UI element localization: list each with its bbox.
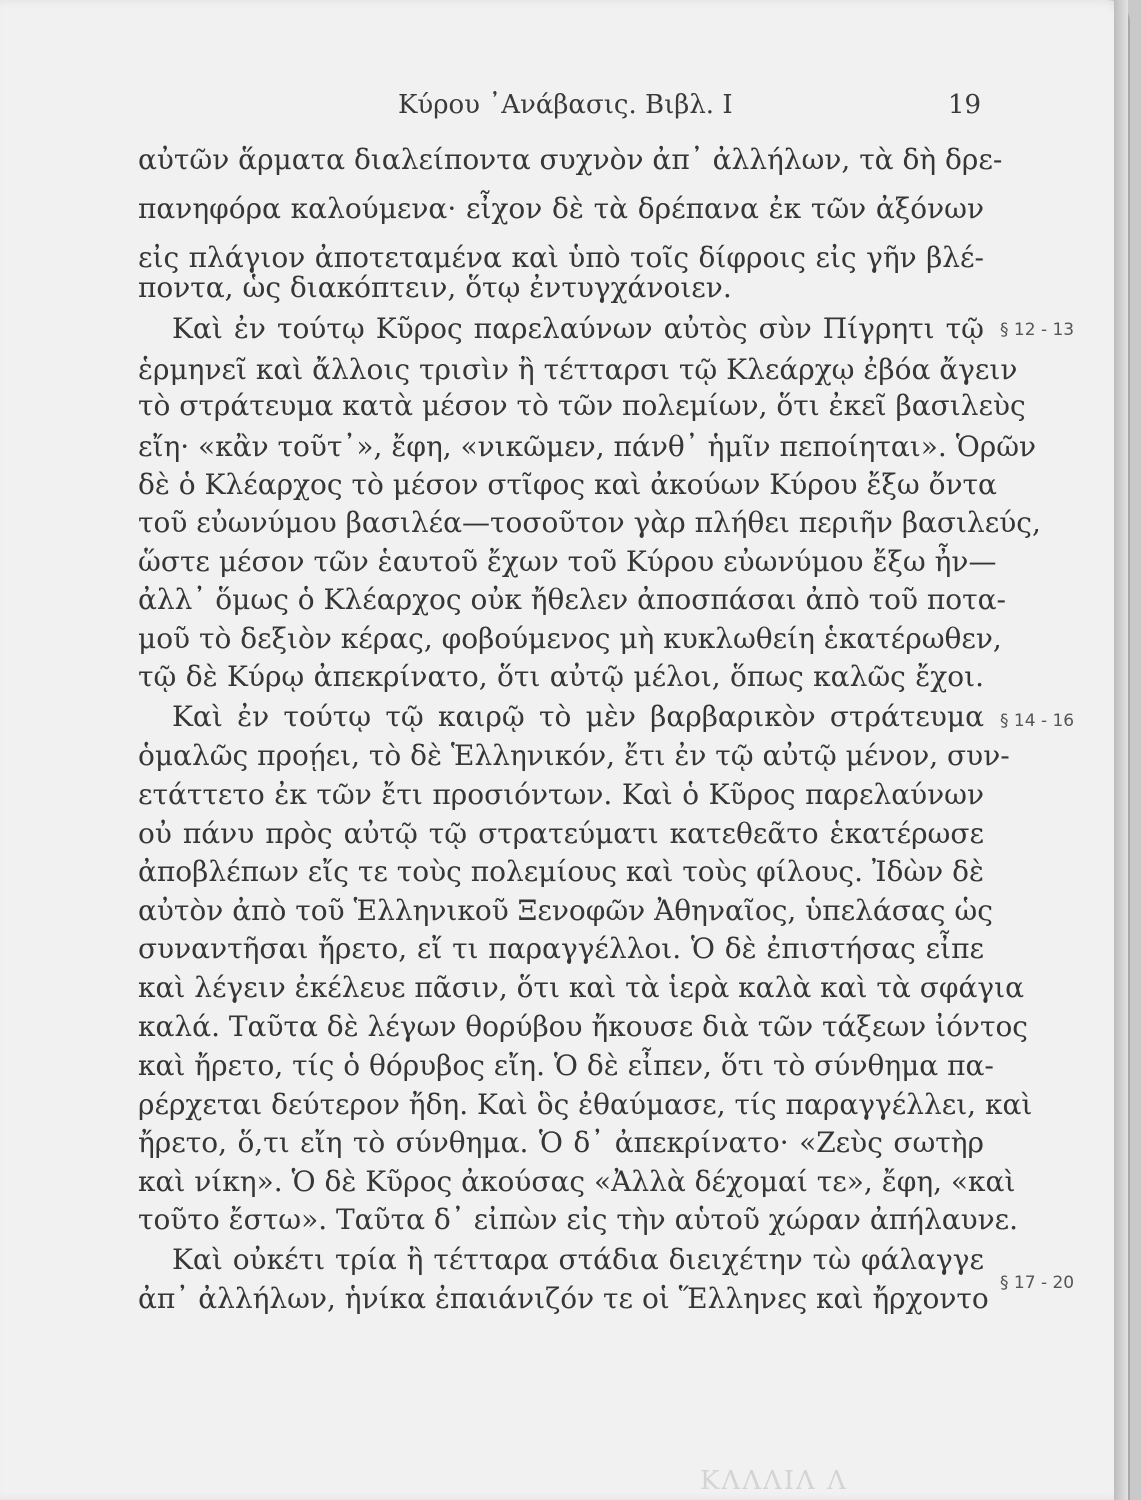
text-line: ποντα, ὡς διακόπτειν, ὅτῳ ἐντυγχάνοιεν. xyxy=(138,271,732,304)
text-line: τὸ στράτευμα κατὰ μέσον τὸ τῶν πολεμίων, ὅτι ἐκεῖ βασιλεὺς xyxy=(138,389,1026,422)
page-edge xyxy=(1114,0,1128,1500)
text-line: ἑρμηνεῖ καὶ ἄλλοις τρισὶν ἢ τέτταρσι τῷ Κλεάρχῳ ἐβόα ἄγειν xyxy=(138,353,1018,386)
text-line: συναντῆσαι ἤρετο, εἴ τι παραγγέλλοι. Ὁ δὲ ἐπιστήσας εἶπε xyxy=(138,932,984,965)
text-line: καὶ ἤρετο, τίς ὁ θόρυβος εἴη. Ὁ δὲ εἶπεν, ὅτι τὸ σύνθημα πα- xyxy=(138,1049,994,1082)
margin-section-note: § 14 - 16 xyxy=(1000,711,1075,731)
text-line: πανηφόρα καλούμενα· εἶχον δὲ τὰ δρέπανα ἐκ τῶν ἀξόνων xyxy=(138,192,984,225)
text-line: καλά. Ταῦτα δὲ λέγων θορύβου ἤκουσε διὰ τῶν τάξεων ἰόντος xyxy=(138,1010,1028,1043)
paragraph-start-line: Καὶ ἐν τούτῳ Κῦρος παρελαύνων αὐτὸς σὺν Πίγρητι τῷ xyxy=(172,312,984,345)
text-line: ὥστε μέσον τῶν ἑαυτοῦ ἔχων τοῦ Κύρου εὐωνύμου ἔξω ἦν— xyxy=(138,545,997,578)
margin-section-note: § 17 - 20 xyxy=(1000,1273,1075,1293)
paragraph-start-line: Καὶ οὐκέτι τρία ἢ τέτταρα στάδια διειχέτην τὼ φάλαγγε xyxy=(172,1243,984,1276)
text-line: ἀποβλέπων εἴς τε τοὺς πολεμίους καὶ τοὺς φίλους. Ἰδὼν δὲ xyxy=(138,855,984,888)
text-line: οὐ πάνυ πρὸς αὐτῷ τῷ στρατεύματι κατεθεᾶτο ἑκατέρωσε xyxy=(138,817,984,850)
text-line: εἰς πλάγιον ἀποτεταμένα καὶ ὑπὸ τοῖς δίφροις εἰς γῆν βλέ- xyxy=(138,241,984,274)
text-line: ἀπ᾿ ἀλλήλων, ἡνίκα ἐπαιάνιζόν τε οἱ Ἕλληνες καὶ ἤρχοντο xyxy=(138,1282,989,1315)
running-header: Κύρου ᾿Ανάβασις. Βιβλ. Ι xyxy=(398,90,733,120)
text-line: καὶ νίκη». Ὁ δὲ Κῦρος ἀκούσας «Ἀλλὰ δέχομαί τε», ἔφη, «καὶ xyxy=(138,1165,1016,1198)
text-line: τοῦ εὐωνύμου βασιλέα—τοσοῦτον γὰρ πλήθει περιῆν βασιλεύς, xyxy=(138,506,1041,539)
text-line: αὐτὸν ἀπὸ τοῦ Ἑλληνικοῦ Ξενοφῶν Ἀθηναῖος, ὑπελάσας ὡς xyxy=(138,894,993,927)
text-line: ἤρετο, ὅ,τι εἴη τὸ σύνθημα. Ὁ δ᾿ ἀπεκρίνατο· «Ζεὺς σωτὴρ xyxy=(138,1126,984,1159)
text-line: ετάττετο ἐκ τῶν ἔτι προσιόντων. Καὶ ὁ Κῦρος παρελαύνων xyxy=(138,778,984,811)
bleed-through-text: ΚΛΛΛΙΛ Λ xyxy=(700,1466,848,1496)
text-line: μοῦ τὸ δεξιὸν κέρας, φοβούμενος μὴ κυκλωθείη ἑκατέρωθεν, xyxy=(138,622,1002,655)
text-line: δὲ ὁ Κλέαρχος τὸ μέσον στῖφος καὶ ἀκούων Κύρου ἔξω ὄντα xyxy=(138,468,997,501)
text-line: ρέρχεται δεύτερον ἤδη. Καὶ ὃς ἐθαύμασε, τίς παραγγέλλει, καὶ xyxy=(138,1088,1033,1121)
paragraph-start-line: Καὶ ἐν τούτῳ τῷ καιρῷ τὸ μὲν βαρβαρικὸν στράτευμα xyxy=(172,700,984,733)
text-line: τοῦτο ἔστω». Ταῦτα δ᾿ εἰπὼν εἰς τὴν αὑτοῦ χώραν ἀπήλαυνε. xyxy=(138,1203,1019,1236)
text-line: ὁμαλῶς προῄει, τὸ δὲ Ἑλληνικόν, ἔτι ἐν τῷ αὐτῷ μένον, συν- xyxy=(138,739,1010,772)
page-number: 19 xyxy=(948,90,982,120)
text-line: εἴη· «κἂν τοῦτ᾿», ἔφη, «νικῶμεν, πάνθ᾿ ἡμῖν πεποίηται». Ὁρῶν xyxy=(138,430,1037,463)
text-line: καὶ λέγειν ἐκέλευε πᾶσιν, ὅτι καὶ τὰ ἱερὰ καλὰ καὶ τὰ σφάγια xyxy=(138,971,1024,1004)
margin-section-note: § 12 - 13 xyxy=(1000,320,1075,340)
text-line: αὐτῶν ἅρματα διαλείποντα συχνὸν ἀπ᾿ ἀλλήλων, τὰ δὴ δρε- xyxy=(138,143,1003,176)
text-line: ἀλλ᾿ ὅμως ὁ Κλέαρχος οὐκ ἤθελεν ἀποσπάσαι ἀπὸ τοῦ ποτα- xyxy=(138,583,1007,616)
text-line: τῷ δὲ Κύρῳ ἀπεκρίνατο, ὅτι αὐτῷ μέλοι, ὅπως καλῶς ἔχοι. xyxy=(138,660,984,693)
